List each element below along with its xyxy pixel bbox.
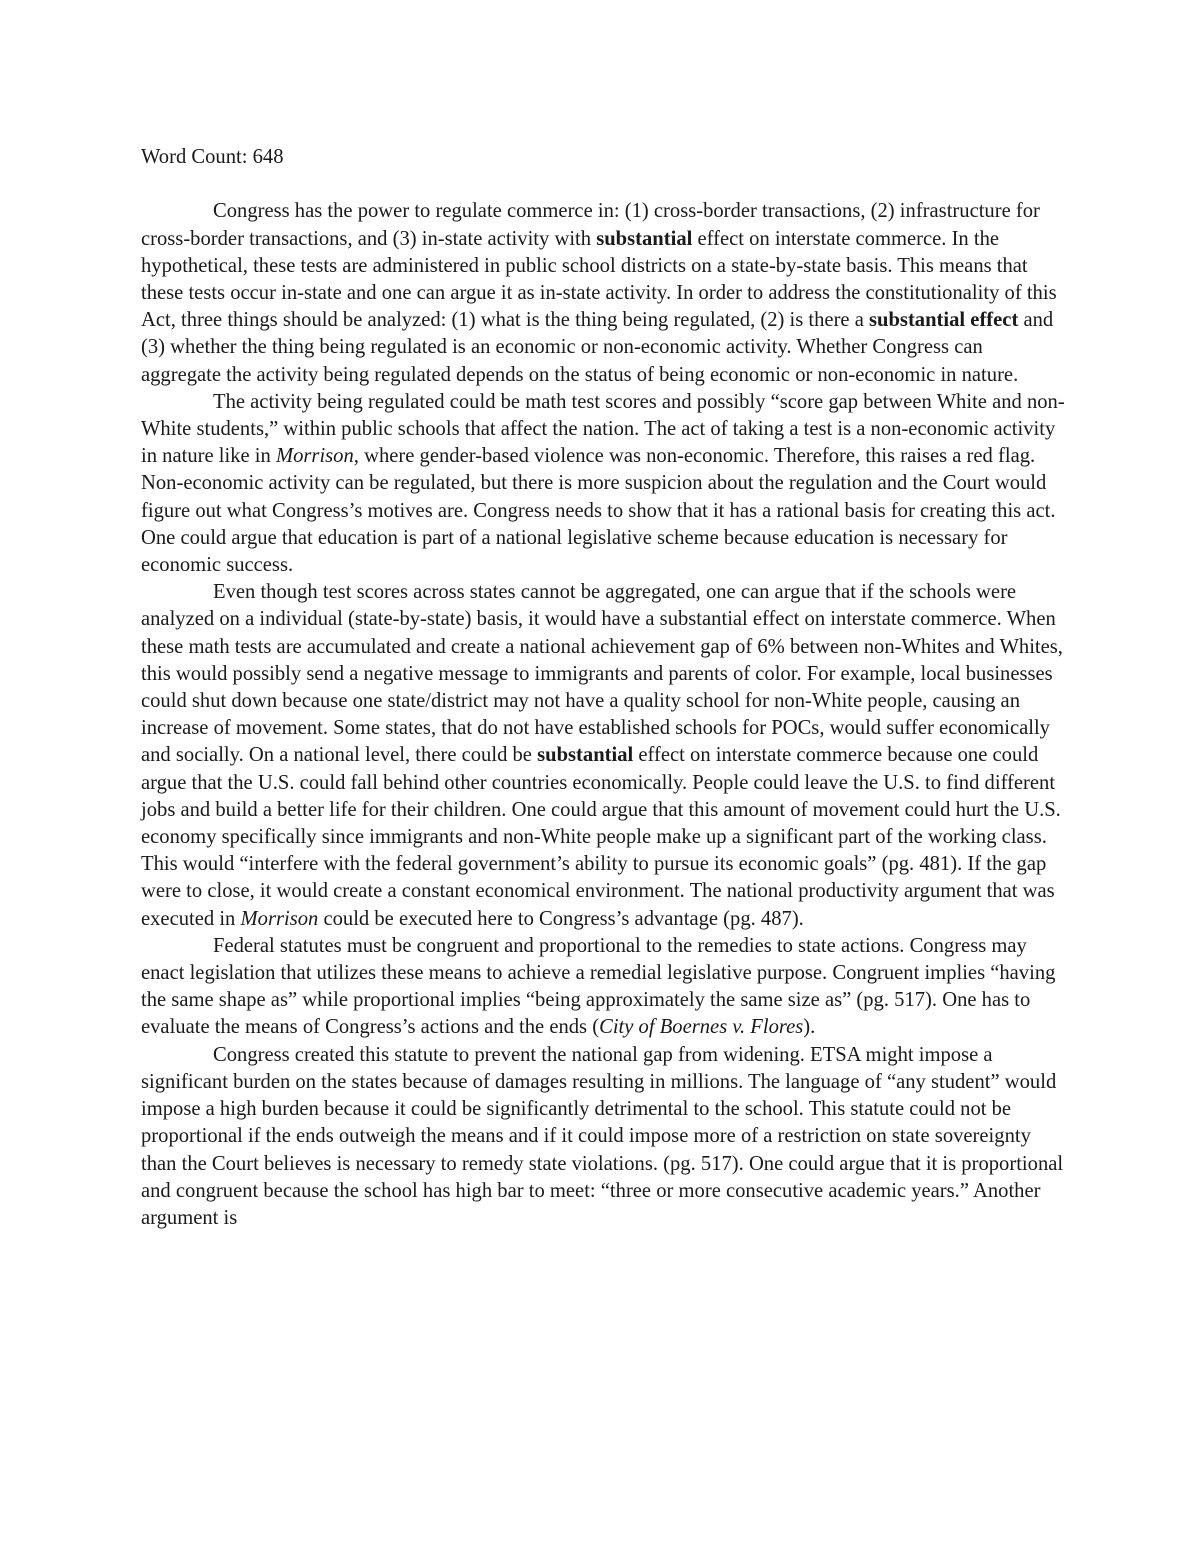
paragraph [141, 933, 1066, 1042]
italic-text: Morrison [240, 907, 319, 930]
text-run: and (3) whether the thing being regulated is an economic or non-economic activity. Whether Congress can aggregate the activity being regulated depends on the status of being economic or non-economic in nature. [141, 309, 1054, 386]
italic-text: Morrison [275, 445, 354, 468]
text-run: could be executed here to Congress’s advantage (pg. 487). [318, 907, 804, 930]
text-run: , where gender-based violence was non-economic. Therefore, this raises a red flag. Non-economic activity can be regulated, but there is more suspicion about the regulation and the Court would figure out what Congress’s motives are. Congress needs to show that it has a rational basis for creating this act. One could argue that education is part of a national legislative scheme because education is necessary for economic success. [141, 445, 1056, 577]
text-run: Congress has the power to regulate commerce in: (1) cross-border transactions, (2) infrastructure for cross-border transactions, and (3) in-state activity with [141, 200, 1040, 250]
paragraph [141, 579, 1066, 933]
text-run: Even though test scores across states cannot be aggregated, one can argue that if the schools were analyzed on a individual (state-by-state) basis, it would have a substantial effect on interstate commerce. When these math tests are accumulated and create a national achievement gap of 6% between non-Whites and Whites, this would possibly send a negative message to immigrants and parents of color. For example, local businesses could shut down because one state/district may not have a quality school for non-White people, causing an increase of movement. Some states, that do not have established schools for POCs, would suffer economically and socially. On a national level, there could be [141, 581, 1063, 767]
document-body [141, 144, 1066, 1232]
text-run: effect on interstate commerce. In the hypothetical, these tests are administered in public school districts on a state-by-state basis. This means that these tests occur in-state and one can argue it as in-state activity. In order to address the constitutionality of this Act, three things should be analyzed: (1) what is the thing being regulated, (2) is there a [141, 227, 1057, 332]
paragraph-list [141, 198, 1066, 1232]
paragraph [141, 389, 1066, 579]
bold-text: substantial [537, 744, 634, 767]
text-run: effect on interstate commerce because one could argue that the U.S. could fall behind other countries economically. People could leave the U.S. to find different jobs and build a better life for their children. One could argue that this amount of movement could hurt the U.S. economy specifically since immigrants and non-White people make up a significant part of the working class. This would “interfere with the federal government’s ability to pursue its economic goals” (pg. 481). If the gap were to close, it would create a constant economical environment. The national productivity argument that was executed in [141, 744, 1061, 930]
italic-text: City of Boernes v. Flores [599, 1016, 804, 1039]
paragraph [141, 198, 1066, 388]
bold-text: substantial effect [869, 309, 1019, 332]
bold-text: substantial [596, 227, 693, 250]
paragraph [141, 1042, 1066, 1232]
text-run: Congress created this statute to prevent the national gap from widening. ETSA might impose a significant burden on the states because of damages resulting in millions. The language of “any student” would impose a high burden because it could be significantly detrimental to the school. This statute could not be proportional if the ends outweigh the means and if it could impose more of a restriction on state sovereignty than the Court believes is necessary to remedy state violations. (pg. 517). One could argue that it is proportional and congruent because the school has high bar to meet: “three or more consecutive academic years.” Another argument is [141, 1043, 1064, 1229]
text-run: Federal statutes must be congruent and proportional to the remedies to state actions. Congress may enact legislation that utilizes these means to achieve a remedial legislative purpose. Congruent implies “having the same shape as” while proportional implies “being approximately the same size as” (pg. 517). One has to evaluate the means of Congress’s actions and the ends ( [141, 934, 1056, 1039]
word-count: Word Count: 648 [141, 146, 284, 168]
text-run: The activity being regulated could be math test scores and possibly “score gap between White and non-White students,” within public schools that affect the nation. The act of taking a test is a non-economic activity in nature like in [141, 390, 1065, 468]
text-run: ). [803, 1016, 816, 1039]
